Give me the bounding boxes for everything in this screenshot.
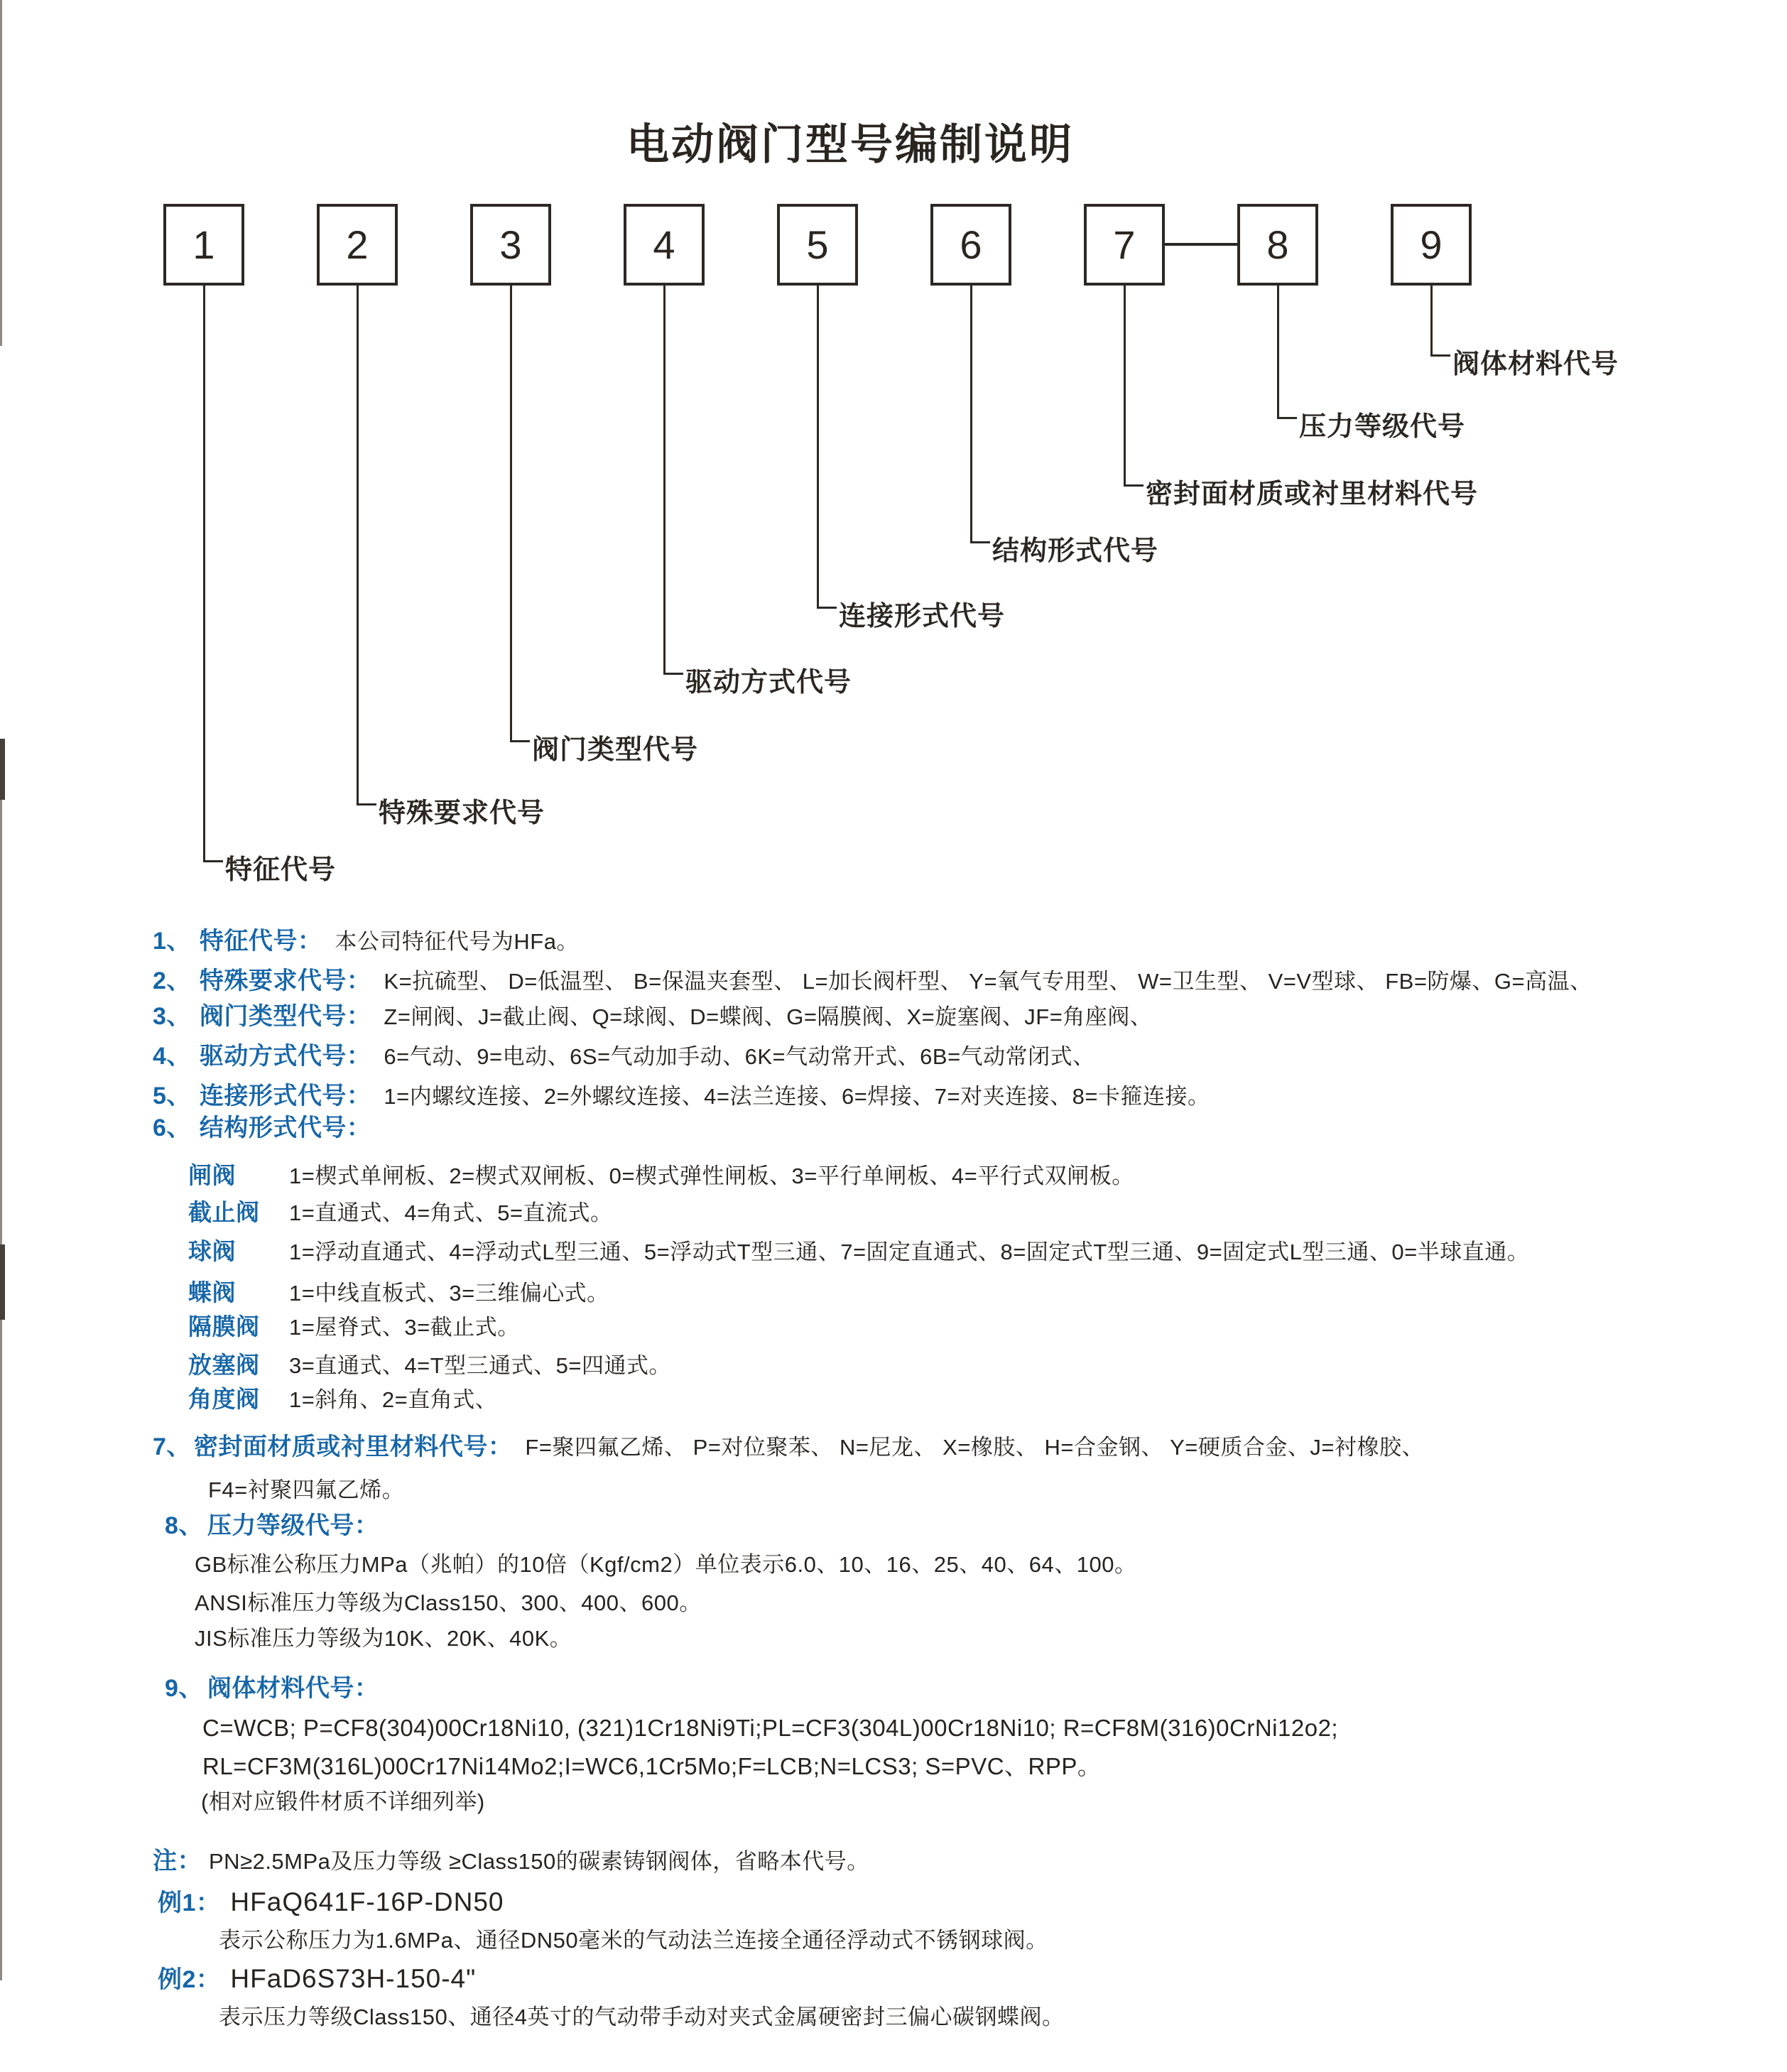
leader-line-3	[510, 286, 512, 742]
structure-type-angle-content: 1=斜角、2=直角式、	[289, 1387, 498, 1412]
section-8-label: 压力等级代号：	[207, 1512, 379, 1539]
diagram-label-5: 连接形式代号	[839, 602, 1006, 631]
page-edge-line-bottom	[0, 739, 2, 1980]
section-5-label: 连接形式代号：	[199, 1083, 371, 1110]
page-edge-line-top	[0, 0, 2, 346]
leader-tick-9	[1431, 354, 1450, 357]
page-title: 电动阀门型号编制说明	[626, 121, 1074, 168]
section-3	[153, 1002, 1152, 1031]
section-9-label: 阀体材料代号：	[207, 1675, 379, 1702]
structure-type-gate-content: 1=楔式单闸板、2=楔式双闸板、0=楔式弹性闸板、3=平行单闸板、4=平行式双闸板。	[289, 1164, 1134, 1188]
diagram-box-5: 5	[777, 204, 858, 286]
section-8-line-ansi: ANSI标准压力等级为Class150、300、400、600。	[195, 1590, 702, 1615]
section-8-number: 8、	[165, 1512, 203, 1539]
diagram-box-6: 6	[930, 204, 1011, 286]
leader-line-8	[1277, 286, 1279, 419]
section-2-number: 2、	[153, 967, 191, 994]
structure-type-gate	[188, 1161, 1134, 1190]
structure-type-diaphragm-content: 1=屋脊式、3=截止式。	[289, 1315, 520, 1340]
page-edge-mark-2	[0, 1244, 5, 1320]
structure-type-butterfly-content: 1=中线直板式、3=三维偏心式。	[289, 1281, 609, 1306]
diagram-label-4: 驱动方式代号	[685, 668, 852, 698]
section-1-label: 特征代号：	[199, 928, 322, 955]
section-1-number: 1、	[153, 928, 191, 955]
section-9-line-3: (相对应锻件材质不详细列举)	[201, 1789, 485, 1814]
section-6-number: 6、	[153, 1114, 191, 1141]
section-7-content: F=聚四氟乙烯、 P=对位聚苯、 N=尼龙、 X=橡肢、 H=合金钢、 Y=硬质合金、J=衬橡胶、	[525, 1435, 1424, 1460]
leader-tick-8	[1278, 417, 1297, 419]
leader-tick-2	[357, 803, 376, 806]
connector-box7-box8	[1165, 243, 1237, 246]
diagram-label-3: 阀门类型代号	[532, 735, 699, 765]
section-6	[153, 1114, 384, 1143]
diagram-label-1: 特征代号	[225, 855, 337, 885]
section-2-label: 特殊要求代号：	[199, 967, 371, 994]
diagram-box-2: 2	[317, 204, 398, 286]
section-7-number: 7、	[153, 1433, 191, 1460]
structure-type-globe-content: 1=直通式、4=角式、5=直流式。	[289, 1200, 613, 1225]
section-3-content: Z=闸阀、J=截止阀、Q=球阀、D=蝶阀、G=隔膜阀、X=旋塞阀、JF=角座阀、	[384, 1004, 1153, 1029]
leader-tick-1	[204, 860, 223, 862]
section-1	[153, 927, 579, 956]
structure-type-ball-content: 1=浮动直通式、4=浮动式L型三通、5=浮动式T型三通、7=固定直通式、8=固定式T型三通、9=固定式L型三通、0=半球直通。	[289, 1240, 1530, 1264]
example-1-desc: 表示公称压力为1.6MPa、通径DN50毫米的气动法兰连接全通径浮动式不锈钢球阀。	[219, 1928, 1048, 1953]
leader-tick-5	[818, 607, 837, 609]
section-1-content: 本公司特征代号为HFa。	[335, 929, 579, 954]
section-4	[153, 1042, 1095, 1071]
section-4-content: 6=气动、9=电动、6S=气动加手动、6K=气动常开式、6B=气动常闭式、	[384, 1044, 1095, 1069]
structure-type-globe-label: 截止阀	[188, 1199, 260, 1225]
example-2-desc: 表示压力等级Class150、通径4英寸的气动带手动对夹式金属硬密封三偏心碳钢蝶阀。	[219, 2005, 1065, 2029]
structure-type-globe	[188, 1198, 613, 1227]
note-content: PN≥2.5MPa及压力等级 ≥Class150的碳素铸钢阀体，省略本代号。	[209, 1849, 869, 1874]
diagram-label-6: 结构形式代号	[992, 536, 1159, 566]
leader-line-4	[663, 286, 666, 675]
structure-type-ball	[188, 1237, 1529, 1266]
structure-type-butterfly	[188, 1279, 609, 1308]
structure-type-angle-label: 角度阀	[188, 1386, 260, 1412]
structure-type-butterfly-label: 蝶阀	[188, 1279, 236, 1306]
section-4-number: 4、	[153, 1043, 191, 1070]
section-7-content-line2: F4=衬聚四氟乙烯。	[208, 1477, 405, 1502]
note-label: 注：	[153, 1848, 202, 1875]
diagram-box-8: 8	[1237, 204, 1318, 286]
leader-tick-7	[1124, 484, 1144, 487]
leader-line-5	[817, 286, 819, 609]
section-2-content: K=抗硫型、 D=低温型、 B=保温夹套型、 L=加长阀杆型、 Y=氧气专用型、 W=卫生型、 V=V型球、 FB=防爆、G=高温、	[384, 969, 1592, 994]
section-8	[165, 1512, 391, 1541]
section-5	[153, 1082, 1210, 1111]
section-5-content: 1=内螺纹连接、2=外螺纹连接、4=法兰连接、6=焊接、7=对夹连接、8=卡箍连接。	[384, 1084, 1210, 1109]
structure-type-diaphragm	[188, 1313, 520, 1342]
section-8-line-gb: GB标准公称压力MPa（兆帕）的10倍（Kgf/cm2）单位表示6.0、10、16、25、40、64、100。	[195, 1552, 1137, 1577]
section-9	[165, 1674, 391, 1703]
example-1-label: 例1：	[158, 1889, 221, 1916]
section-4-label: 驱动方式代号：	[199, 1043, 371, 1070]
structure-type-plug-content: 3=直通式、4=T型三通式、5=四通式。	[289, 1353, 671, 1378]
leader-line-6	[970, 286, 972, 543]
leader-tick-6	[971, 541, 990, 543]
diagram-label-2: 特殊要求代号	[379, 798, 545, 828]
leader-line-9	[1430, 286, 1433, 357]
section-2	[153, 967, 1592, 996]
note-row	[153, 1847, 869, 1876]
structure-type-plug-label: 放塞阀	[188, 1352, 260, 1378]
diagram-label-8: 压力等级代号	[1299, 412, 1466, 442]
section-7	[153, 1433, 1424, 1462]
leader-line-1	[203, 286, 205, 862]
diagram-label-7: 密封面材质或衬里材料代号	[1146, 479, 1479, 509]
diagram-box-1: 1	[163, 204, 244, 286]
page-edge-mark-1	[0, 739, 5, 800]
section-3-number: 3、	[153, 1003, 191, 1030]
diagram-label-9: 阀体材料代号	[1452, 349, 1619, 379]
leader-line-7	[1124, 286, 1126, 487]
example-2-code: HFaD6S73H-150-4"	[230, 1964, 477, 1993]
example-1-code: HFaQ641F-16P-DN50	[230, 1887, 504, 1916]
diagram-box-4: 4	[624, 204, 705, 286]
example-2-label: 例2：	[158, 1966, 221, 1993]
section-9-line-1: C=WCB; P=CF8(304)00Cr18Ni10, (321)1Cr18Ni9Ti;PL=CF3(304L)00Cr18Ni10; R=CF8M(316)0CrNi12o2;	[202, 1715, 1339, 1741]
example-2-row	[158, 1965, 476, 1995]
leader-tick-3	[511, 740, 530, 742]
example-1-row	[158, 1888, 504, 1918]
structure-type-angle	[188, 1385, 497, 1414]
structure-type-plug	[188, 1351, 671, 1380]
section-9-line-2: RL=CF3M(316L)00Cr17Ni14Mo2;I=WC6,1Cr5Mo;F=LCB;N=LCS3; S=PVC、RPP。	[202, 1753, 1102, 1779]
diagram-box-7: 7	[1084, 204, 1165, 286]
structure-type-gate-label: 闸阀	[188, 1162, 236, 1188]
structure-type-ball-label: 球阀	[188, 1238, 236, 1264]
section-9-number: 9、	[165, 1675, 203, 1702]
leader-line-2	[357, 286, 359, 806]
diagram-box-3: 3	[470, 204, 551, 286]
section-5-number: 5、	[153, 1083, 191, 1110]
section-6-label: 结构形式代号：	[199, 1114, 371, 1141]
section-8-line-jis: JIS标准压力等级为10K、20K、40K。	[195, 1626, 572, 1651]
section-3-label: 阀门类型代号：	[199, 1003, 371, 1030]
structure-type-diaphragm-label: 隔膜阀	[188, 1313, 260, 1340]
leader-tick-4	[664, 673, 683, 675]
section-7-label: 密封面材质或衬里材料代号：	[193, 1433, 513, 1460]
diagram-box-9: 9	[1391, 204, 1472, 286]
